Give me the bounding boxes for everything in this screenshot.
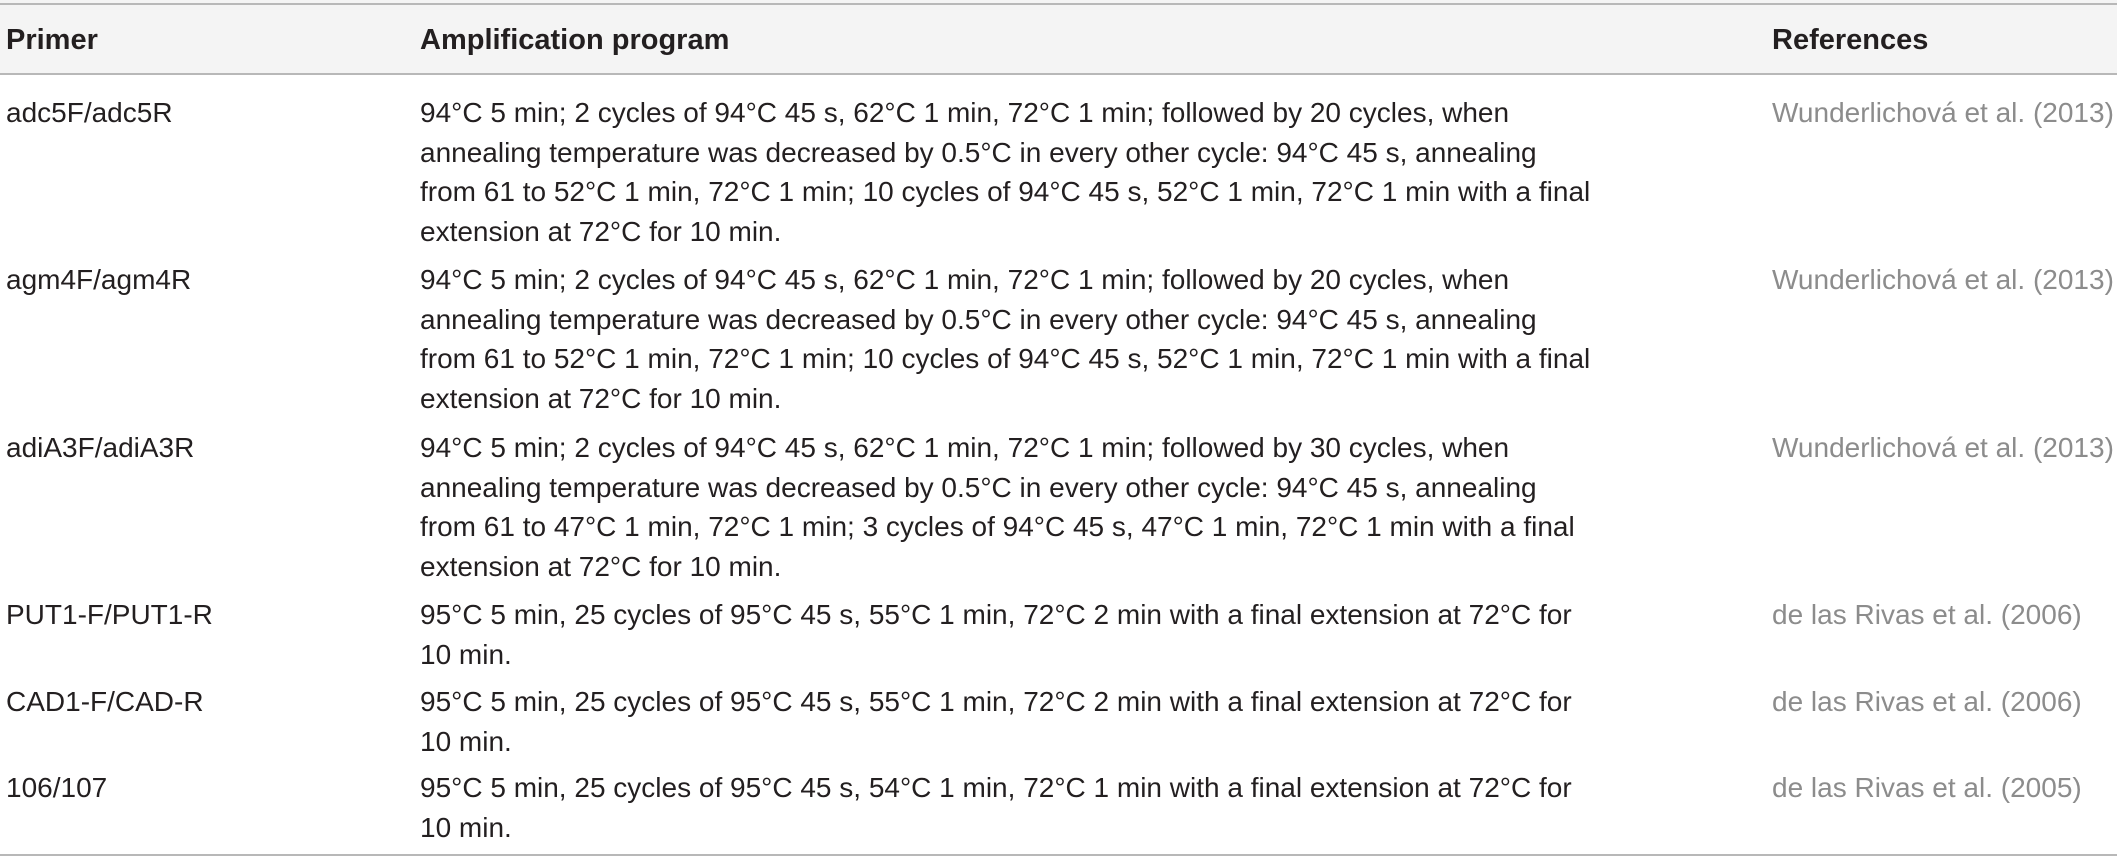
table-row-2-primer: agm4F/agm4R (6, 264, 192, 295)
table-row-2-program: 94°C 5 min; 2 cycles of 94°C 45 s, 62°C 1 min, 72°C 1 min; followed by 20 cycles, when annealing temperature was decreased by 0.5°C in every other cycle: 94°C 45 s, annealing from 61 to 52°C 1 min, 72°C 1 min; 10 cycles of 94°C 45 s, 52°C 1 min, 72°C 1 min with a final extension at 72°C for 10 min. (420, 264, 1591, 414)
table-bottom-rule (0, 854, 2117, 856)
header-primer: Primer (6, 24, 98, 56)
table-row-2-reference[interactable]: Wunderlichová et al. (2013) (1772, 264, 2114, 295)
table-row-4-reference[interactable]: de las Rivas et al. (2006) (1772, 599, 2082, 630)
table-row-4-primer: PUT1-F/PUT1-R (6, 599, 213, 630)
table-row-5-primer: CAD1-F/CAD-R (6, 686, 204, 717)
table-row-1-program: 94°C 5 min; 2 cycles of 94°C 45 s, 62°C 1 min, 72°C 1 min; followed by 20 cycles, when annealing temperature was decreased by 0.5°C in every other cycle: 94°C 45 s, annealing from 61 to 52°C 1 min, 72°C 1 min; 10 cycles of 94°C 45 s, 52°C 1 min, 72°C 1 min with a final extension at 72°C for 10 min. (420, 97, 1591, 247)
table-top-rule (0, 3, 2117, 5)
table-row-3-reference[interactable]: Wunderlichová et al. (2013) (1772, 432, 2114, 463)
header-references: References (1772, 24, 1929, 56)
table-row-6-program: 95°C 5 min, 25 cycles of 95°C 45 s, 54°C 1 min, 72°C 1 min with a final extension at 72°C for 10 min. (420, 772, 1572, 843)
table-row-6-primer: 106/107 (6, 772, 108, 803)
table-row-3-primer: adiA3F/adiA3R (6, 432, 195, 463)
header-amplification-program: Amplification program (420, 24, 730, 56)
table-row-1-primer: adc5F/adc5R (6, 97, 173, 128)
table-row-6-reference[interactable]: de las Rivas et al. (2005) (1772, 772, 2082, 803)
table-row-3-program: 94°C 5 min; 2 cycles of 94°C 45 s, 62°C 1 min, 72°C 1 min; followed by 30 cycles, when annealing temperature was decreased by 0.5°C in every other cycle: 94°C 45 s, annealing from 61 to 47°C 1 min, 72°C 1 min; 3 cycles of 94°C 45 s, 47°C 1 min, 72°C 1 min with a final extension at 72°C for 10 min. (420, 432, 1575, 582)
table-row-5-reference[interactable]: de las Rivas et al. (2006) (1772, 686, 2082, 717)
table-header-row (0, 0, 2117, 75)
table-row-4-program: 95°C 5 min, 25 cycles of 95°C 45 s, 55°C 1 min, 72°C 2 min with a final extension at 72°C for 10 min. (420, 599, 1572, 670)
table-header-rule (0, 73, 2117, 75)
table-row-5-program: 95°C 5 min, 25 cycles of 95°C 45 s, 55°C 1 min, 72°C 2 min with a final extension at 72°C for 10 min. (420, 686, 1572, 757)
table-row-1-reference[interactable]: Wunderlichová et al. (2013) (1772, 97, 2114, 128)
